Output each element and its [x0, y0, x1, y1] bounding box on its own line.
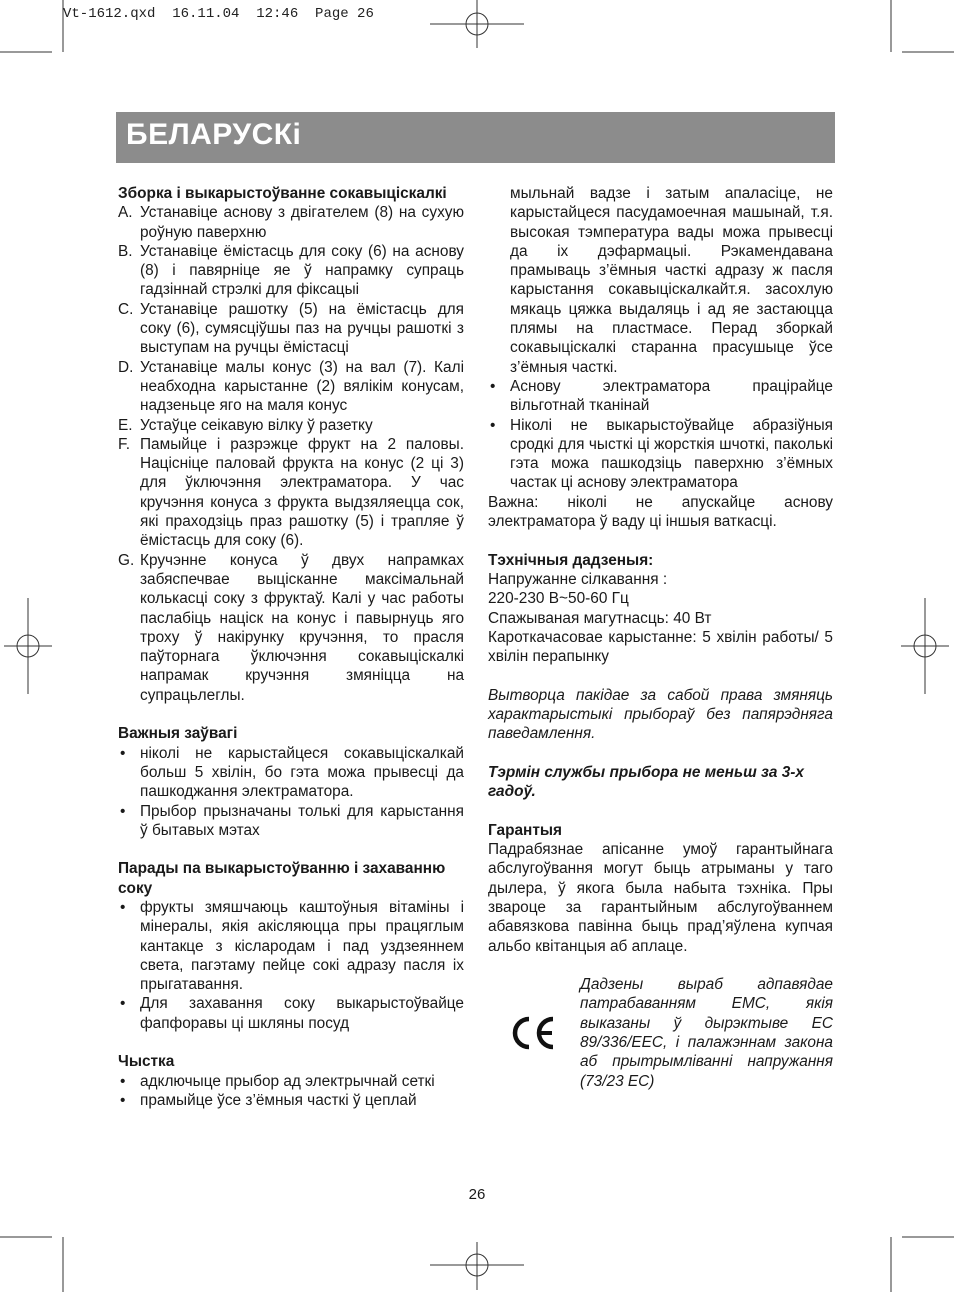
manufacturer-disclaimer: Вытворца пакiдае за сабой права змяняць характарыстыкi прыбораў без папярэдняга паведамлення. [488, 686, 833, 743]
note-marker: • [120, 802, 126, 820]
assembly-step-text: Кручэнне конуса ў двух напрамках забяспечвае выцiсканне максiмальнай колькасцi соку з фруктаў. Калi у час работы паслабiць нацiск на конус i павырнуць яго троху ў накiрунку кручэння, то прасля паўторнага ўключэння сокавыцiскалкi напрамак кручэння змянiцца на супрацьлеглы. [140, 551, 464, 704]
right-column [488, 184, 833, 1091]
left-column [118, 184, 464, 1110]
warranty-heading: Гарантыя [488, 821, 562, 839]
notes-list [118, 744, 464, 840]
assembly-step-item [118, 435, 464, 551]
assembly-step-item [118, 203, 464, 242]
cleaning-step-marker: • [120, 1072, 126, 1090]
assembly-step-marker: A. [118, 204, 133, 222]
cleaning-step-marker: • [490, 416, 496, 434]
cleaning-step-text: адключыце прыбор ад электрычнай сеткi [140, 1072, 435, 1090]
assembly-list [118, 203, 464, 705]
assembly-step-marker: C. [118, 300, 134, 318]
assembly-step-text: Устанавiце малы конус (3) на вал (7). Калi неабходна карыстанне (2) вялiкiм конусам, надзеньце яго на маля конус [140, 358, 464, 415]
spec-voltage-value: 220-230 В~50-60 Гц [488, 590, 629, 608]
printer-slug: Vt-1612.qxd 16.11.04 12:46 Page 26 [63, 6, 374, 22]
cleaning-list-continued [488, 377, 833, 493]
assembly-step-marker: D. [118, 358, 134, 376]
assembly-step-text: Устанавiце рашотку (5) на ёмiстасць для соку (6), сумясцiўшы паз на ручцы рашоткi з выступам на ручцы ёмiстасцi [140, 300, 464, 357]
assembly-step-marker: E. [118, 416, 133, 434]
assembly-step-item [118, 300, 464, 358]
cleaning-step-item [488, 377, 833, 416]
cleaning-step-marker: • [490, 377, 496, 395]
registration-target-left [4, 598, 52, 694]
cleaning-list [118, 1072, 464, 1111]
registration-target-right [901, 598, 949, 694]
assembly-step-marker: F. [118, 435, 130, 453]
registration-target-bottom [430, 1242, 524, 1290]
assembly-step-item [118, 242, 464, 300]
assembly-step-text: Устанавiце ёмiстасць для соку (6) на аснову (8) i павярнiце яе ў напрамку супраць гадзiннай стрэлкi для фiксацыi [140, 242, 464, 299]
assembly-step-text: Устанавiце аснову з двiгaтелем (8) на сухую роўную паверхню [140, 204, 464, 241]
cleaning-continuation: мыльнай вадзе i затым апаласiце, не карыстайцеся пасудамоечная машынай, т.я. высокая тэмпература вады можа прывесцi да iх дэфармацыi. Рэкамендавана прамываць з’ёмныя часткi адразу ж пасля карыстання сокавыцiскалкайт.я. засохлую мякаць цяжка выдаляць i ад яе застаюцца плямы на пластмасе. Перад зборкай сокавыцiскалкi старанна прасушыце ўсе з’ёмныя часткi. [510, 185, 833, 376]
cleaning-step-item [118, 1091, 464, 1110]
tip-marker: • [120, 995, 126, 1013]
assembly-step-text: Памыйце i разрэжце фрукт на 2 паловы. Нацiснiце паловай фрукта на конус (2 цi 3) для ўключэння электраматора. У час кручэння конуса з фрукта выдзяляецца сок, якi праходзiць праз рашотку (5) i трапляе ў ёмiстасць для соку (6). [140, 435, 464, 550]
cleaning-step-marker: • [120, 1091, 126, 1109]
page-number: 26 [468, 1186, 486, 1203]
language-banner [116, 112, 835, 163]
important-note: Важна: нiколi не апускайце аснову электраматора ў ваду цi iншыя ваткасцi. [488, 493, 833, 531]
warranty-text: Падрабязнае апiсанне умоў гарантыйнага абслугоўвання могут быць атрыманы у таго дылера, ў якога была набыта тэхнiка. Пры звароце за гарантыйным абслугоўваннем абавязкова павiнна быць прад’яўлена купчая альбо квiтанцыя аб аплаце. [488, 841, 833, 955]
tip-text: Для захавання соку выкарыстоўвайце фапфоравы цi шкляны посуд [140, 995, 464, 1032]
tips-list [118, 898, 464, 1033]
tip-item [118, 898, 464, 994]
assembly-step-item [118, 551, 464, 705]
cleaning-heading: Чыстка [118, 1053, 175, 1071]
cleaning-step-text: прамыйце ўсе з’ёмныя часткi ў цеплай [140, 1091, 417, 1109]
tip-marker: • [120, 898, 126, 916]
notes-heading: Важныя заўвагi [118, 725, 238, 743]
assembly-step-item [118, 358, 464, 416]
assembly-step-marker: B. [118, 242, 133, 260]
service-life: Тэрмiн службы прыбора не меньш за 3-х гадоў. [488, 763, 804, 801]
note-item [118, 744, 464, 802]
spec-power: Спажываная магутнасць: 40 Вт [488, 609, 712, 627]
cleaning-step-item [118, 1072, 464, 1091]
ce-compliance-text: Дадзены выраб адпавядае патрабаванням EMC, якiя выказаны ў дырэктыве EC 89/336/EEC, i палажэннам закона аб прытрымлiваннi напружання (73/23 EC) [580, 976, 833, 1090]
tip-text: фрукты змяшчаюць каштоўныя вiтамiны i мiнералы, якiя акiсляюцца пры працяглым кантакце з кiсларoдам i пад уздзеяннем света, пагэтаму пейце сокi адразу пасля iх прыгатавання. [140, 898, 464, 994]
cleaning-step-item [488, 416, 833, 493]
tip-item [118, 994, 464, 1033]
note-marker: • [120, 744, 126, 762]
note-item [118, 802, 464, 841]
registration-target-top [430, 0, 524, 48]
assembly-heading: Зборка і выкарыстоўванне сокавыцiскалкi [118, 185, 447, 202]
ce-compliance [488, 975, 833, 1091]
spec-short-time: Кароткачасовае карыстанне: 5 хвiлiн работы/ 5 хвiлiн перапынку [488, 628, 833, 666]
note-text: нiколi не карыстайцеся сокавыцiскалкай больш 5 хвiлiн, бо гэта можа прывесцi да пашкоджання электраматора. [140, 744, 464, 801]
assembly-step-marker: G. [118, 551, 135, 569]
assembly-step-text: Устаўце сеiкавую вiлку ў разетку [140, 416, 373, 434]
cleaning-step-text: Аснову электраматора працiрайце вiльготнай тканiнай [510, 377, 833, 415]
cleaning-step-text: Нiколi не выкарыстоўвайце абразiўныя сродкi для чысткi цi жорсткiя шчоткi, паколькi гэта можа пашкодзiць паверхню з’ёмных частак цi аснову электраматора [510, 416, 833, 492]
ce-mark-icon [488, 975, 580, 1091]
banner-title: БЕЛАРУСКі [126, 118, 302, 151]
assembly-step-item [118, 416, 464, 435]
specs-heading: Тэхнiчныя дадзеныя: [488, 551, 654, 569]
note-text: Прыбор прызначаны толькi для карыстання ў бытавых мэтах [140, 802, 464, 839]
tips-heading: Парады па выкарыстоўванню i захаванню соку [118, 860, 446, 897]
spec-voltage-label: Напружанне сiлкавання : [488, 570, 668, 588]
